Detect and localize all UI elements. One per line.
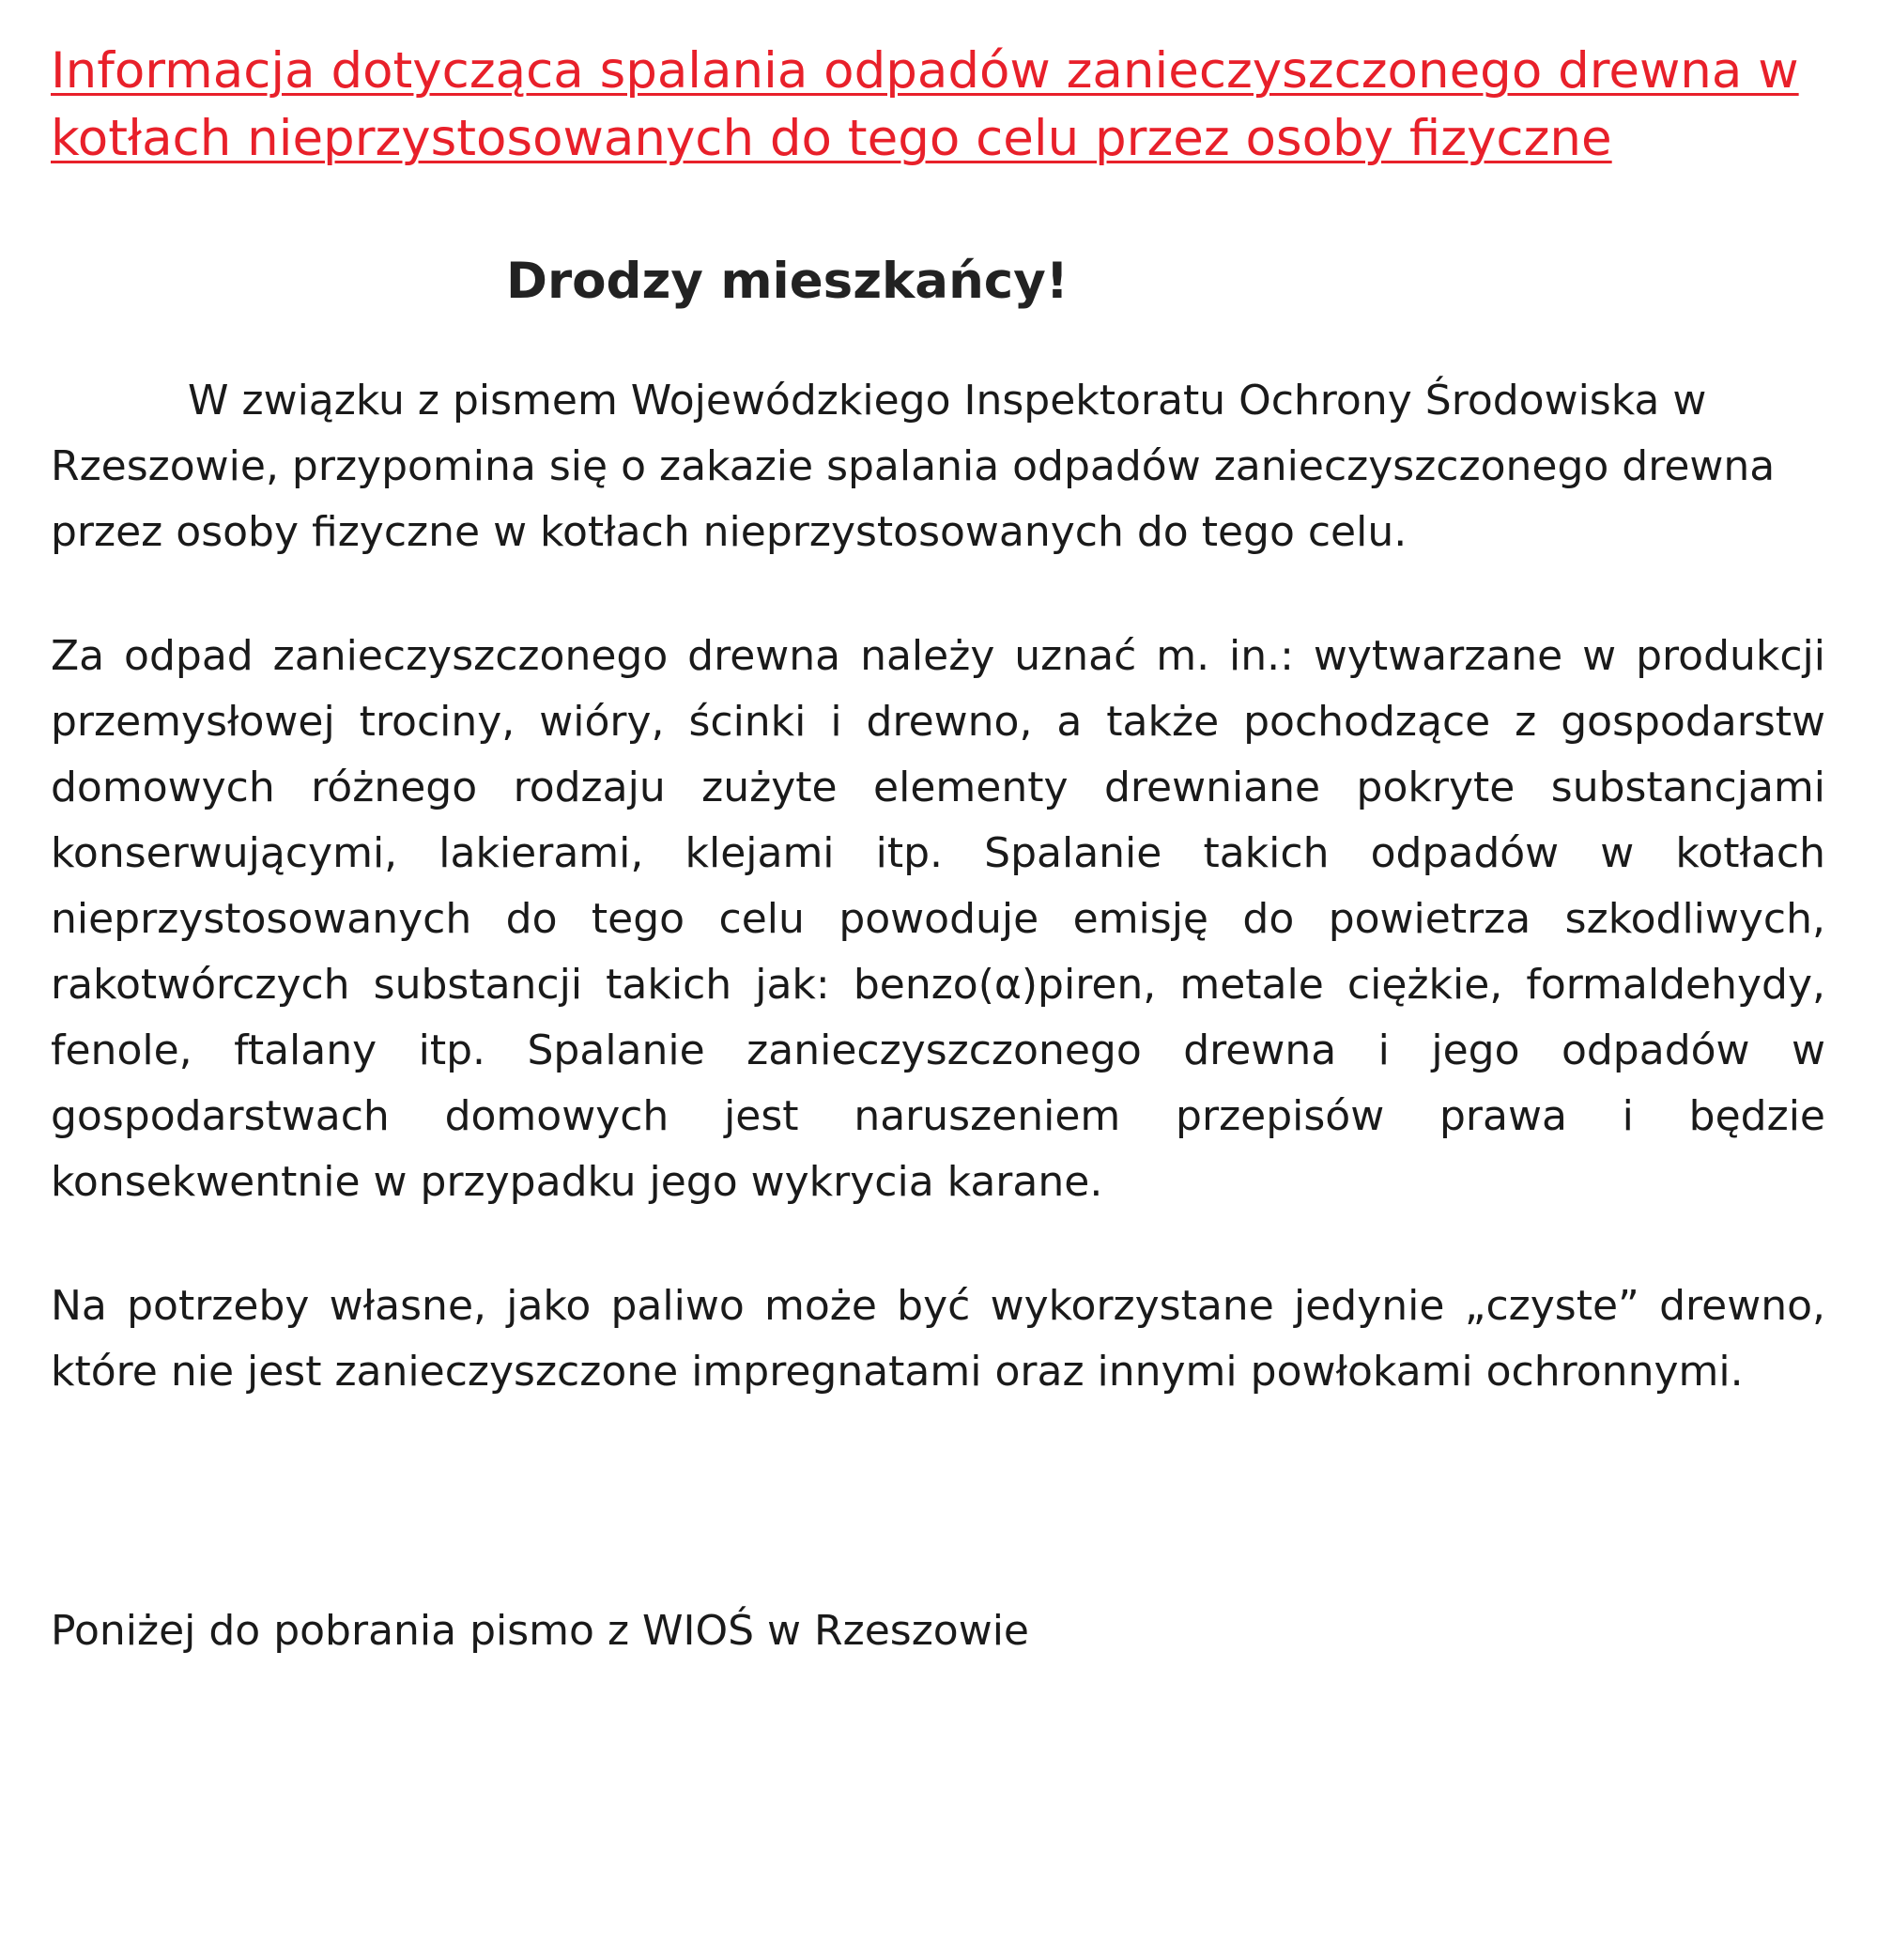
paragraph-clean-wood: Na potrzeby własne, jako paliwo może być wykorzystane jedynie „czyste” drewno, które nie jest zanieczyszczone impregnatami oraz innymi powłokami ochronnymi. — [51, 1282, 1825, 1396]
download-note — [51, 1598, 1825, 1664]
paragraph-definition: Za odpad zanieczyszczonego drewna należy uznać m. in.: wytwarzane w produkcji przemysłowej trociny, wióry, ścinki i drewno, a także pochodzące z gospodarstw domowych różnego rodzaju zużyte elementy drewniane pokryte substancjami konserwującymi, lakierami, klejami itp. Spalanie takich odpadów w kotłach nieprzystosowanych do tego celu powoduje emisję do powietrza szkodliwych, rakotwórczych substancji takich jak: benzo(α)piren, metale ciężkie, formaldehydy, fenole, ftalany itp. Spalanie zanieczyszczonego drewna i jego odpadów w gospodarstwach domowych jest naruszeniem przepisów prawa i będzie konsekwentnie w przypadku jego wykrycia karane. — [51, 632, 1825, 1206]
greeting-heading: Drodzy mieszkańcy! — [506, 253, 1069, 310]
paragraph-intro: W związku z pismem Wojewódzkiego Inspektoratu Ochrony Środowiska w Rzeszowie, przypomina się o zakazie spalania odpadów zanieczyszczonego drewna przez osoby fizyczne w kotłach nieprzystosowanych do tego celu. — [51, 377, 1776, 556]
document-page — [51, 38, 1825, 1664]
download-note-text: Poniżej do pobrania pismo z WIOŚ w Rzeszowie — [51, 1607, 1029, 1655]
document-title — [51, 38, 1825, 173]
document-title-link[interactable]: Informacja dotycząca spalania odpadów zanieczyszczonego drewna w kotłach nieprzystosowanych do tego celu przez osoby fizyczne — [51, 42, 1799, 167]
